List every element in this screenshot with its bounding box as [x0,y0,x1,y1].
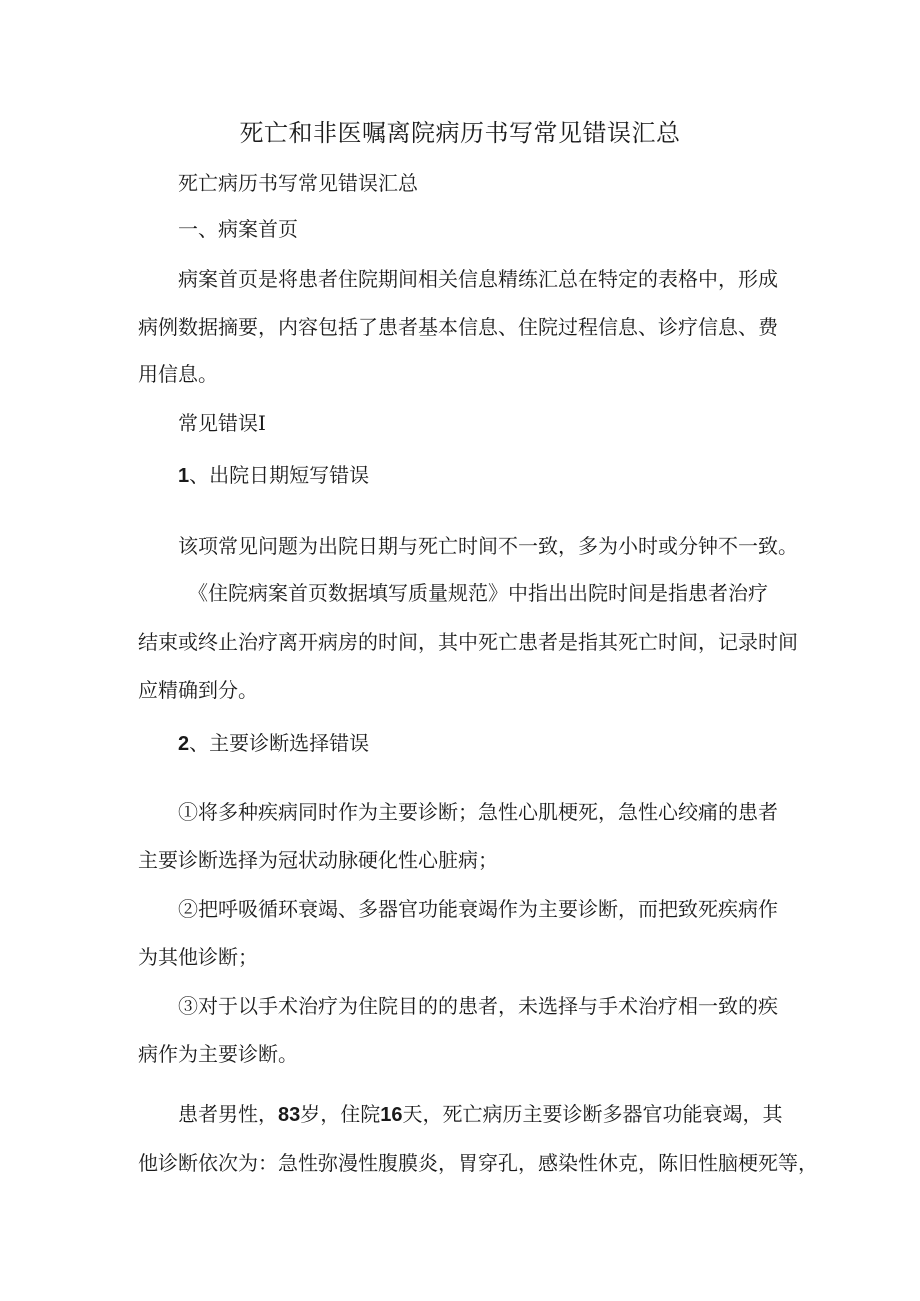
item-2-point-2-line-1: ②把呼吸循环衰竭、多器官功能衰竭作为主要诊断，而把致死疾病作 [178,897,778,921]
section-heading-medical-record-home: 一、病案首页 [178,217,298,241]
case-days: 16 [380,1104,403,1126]
intro-line-3: 用信息。 [138,362,218,386]
item-2-point-1-line-2: 主要诊断选择为冠状动脉硬化性心脏病； [138,848,498,872]
item-2-point-3-line-2: 病作为主要诊断。 [138,1042,298,1066]
common-errors-label: 常见错误Ⅰ [178,411,266,435]
case-text-part-2: 岁，住院 [300,1102,381,1126]
intro-line-2: 病例数据摘要，内容包括了患者基本信息、住院过程信息、诊疗信息、费 [138,315,778,339]
item-1-number: 1 [178,465,190,487]
item-2-point-2-line-2: 为其他诊断； [138,945,258,969]
item-2-heading [178,730,369,757]
item-1-paragraph-2-line-2: 结束或终止治疗离开病房的时间，其中死亡患者是指其死亡时间，记录时间 [138,630,798,654]
item-1-paragraph-2-line-3: 应精确到分。 [138,678,258,702]
document-title: 死亡和非医嘱离院病历书写常见错误汇总 [239,119,681,147]
case-age: 83 [278,1104,301,1126]
item-2-number: 2 [178,733,190,755]
item-1-heading [178,462,369,489]
item-1-paragraph-1: 该项常见问题为出院日期与死亡时间不一致，多为小时或分钟不一致。 [178,534,798,558]
case-text-part-1: 患者男性， [178,1102,278,1126]
item-1-text: 、出院日期短写错误 [189,463,370,487]
item-1-paragraph-2-line-1: 《住院病案首页数据填写质量规范》中指出出院时间是指患者治疗 [188,581,768,605]
item-2-point-1-line-1: ①将多种疾病同时作为主要诊断；急性心肌梗死，急性心绞痛的患者 [178,800,778,824]
item-2-text: 、主要诊断选择错误 [189,731,370,755]
subtitle: 死亡病历书写常见错误汇总 [178,171,418,195]
intro-line-1: 病案首页是将患者住院期间相关信息精练汇总在特定的表格中，形成 [178,267,778,291]
item-2-point-3-line-1: ③对于以手术治疗为住院目的的患者，未选择与手术治疗相一致的疾 [178,994,778,1018]
case-text-part-3: 天，死亡病历主要诊断多器官功能衰竭，其 [402,1102,783,1126]
case-paragraph-line-2: 他诊断依次为：急性弥漫性腹膜炎，胃穿孔，感染性休克，陈旧性脑梗死等， [138,1151,818,1175]
case-paragraph-line-1 [178,1101,783,1128]
